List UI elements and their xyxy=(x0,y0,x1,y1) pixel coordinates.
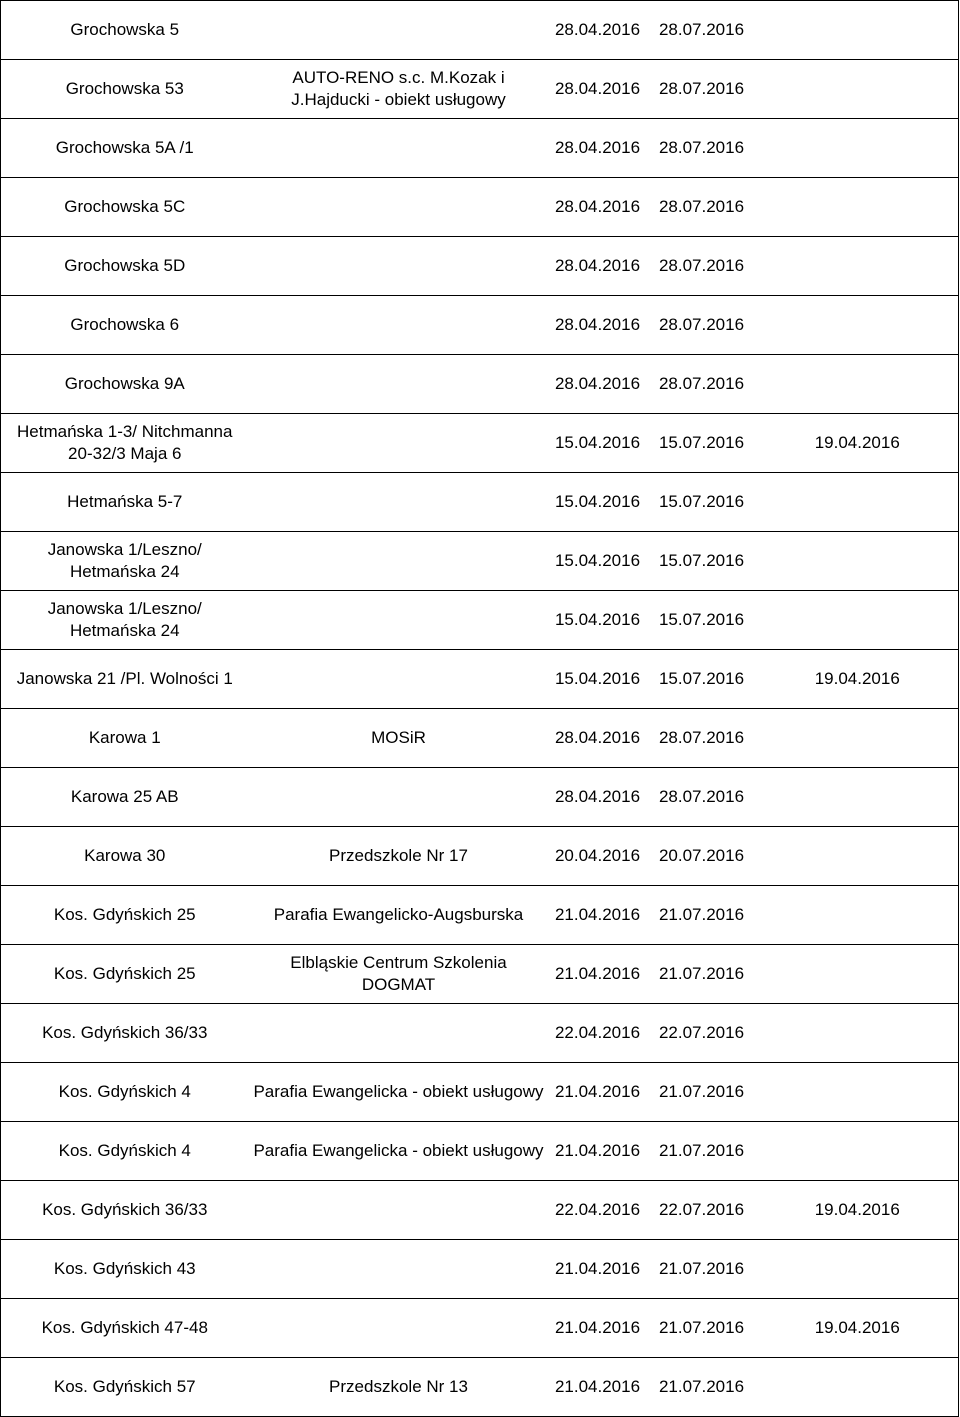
table-row xyxy=(1,1358,959,1417)
date-start-cell: 15.04.2016 xyxy=(549,650,647,709)
date-end-cell: 28.07.2016 xyxy=(647,768,757,827)
date-start-cell: 21.04.2016 xyxy=(549,1358,647,1417)
date-extra-cell: 19.04.2016 xyxy=(757,1181,959,1240)
table-row xyxy=(1,1,959,60)
description-cell xyxy=(249,1004,549,1063)
date-extra-cell xyxy=(757,709,959,768)
table-body xyxy=(1,1,959,1417)
address-cell: Karowa 25 AB xyxy=(1,768,249,827)
description-cell xyxy=(249,414,549,473)
address-cell: Kos. Gdyńskich 25 xyxy=(1,945,249,1004)
date-end-cell: 15.07.2016 xyxy=(647,473,757,532)
table-row xyxy=(1,119,959,178)
table-row xyxy=(1,768,959,827)
date-end-cell: 15.07.2016 xyxy=(647,650,757,709)
date-start-cell: 28.04.2016 xyxy=(549,296,647,355)
table-row xyxy=(1,827,959,886)
address-cell: Karowa 30 xyxy=(1,827,249,886)
date-extra-cell xyxy=(757,768,959,827)
date-extra-cell xyxy=(757,1063,959,1122)
date-start-cell: 28.04.2016 xyxy=(549,178,647,237)
date-end-cell: 28.07.2016 xyxy=(647,60,757,119)
table-row xyxy=(1,1299,959,1358)
date-extra-cell: 19.04.2016 xyxy=(757,1299,959,1358)
table-row xyxy=(1,237,959,296)
table-row xyxy=(1,1122,959,1181)
description-cell: AUTO-RENO s.c. M.Kozak i J.Hajducki - obiekt usługowy xyxy=(249,60,549,119)
date-end-cell: 21.07.2016 xyxy=(647,886,757,945)
description-cell xyxy=(249,119,549,178)
address-cell: Grochowska 5A /1 xyxy=(1,119,249,178)
date-extra-cell xyxy=(757,886,959,945)
table-row xyxy=(1,60,959,119)
table-row xyxy=(1,1063,959,1122)
address-cell: Kos. Gdyńskich 57 xyxy=(1,1358,249,1417)
description-cell xyxy=(249,768,549,827)
description-cell: Przedszkole Nr 17 xyxy=(249,827,549,886)
table-row xyxy=(1,1240,959,1299)
date-end-cell: 22.07.2016 xyxy=(647,1181,757,1240)
date-extra-cell xyxy=(757,178,959,237)
address-cell: Grochowska 9A xyxy=(1,355,249,414)
date-start-cell: 28.04.2016 xyxy=(549,237,647,296)
table-row xyxy=(1,591,959,650)
date-end-cell: 15.07.2016 xyxy=(647,414,757,473)
date-extra-cell: 19.04.2016 xyxy=(757,414,959,473)
date-extra-cell xyxy=(757,945,959,1004)
date-extra-cell xyxy=(757,591,959,650)
description-cell: Elbląskie Centrum Szkolenia DOGMAT xyxy=(249,945,549,1004)
date-extra-cell xyxy=(757,1122,959,1181)
description-cell xyxy=(249,178,549,237)
date-start-cell: 22.04.2016 xyxy=(549,1004,647,1063)
date-end-cell: 28.07.2016 xyxy=(647,119,757,178)
date-start-cell: 28.04.2016 xyxy=(549,709,647,768)
description-cell xyxy=(249,650,549,709)
address-cell: Kos. Gdyńskich 4 xyxy=(1,1122,249,1181)
address-cell: Grochowska 5D xyxy=(1,237,249,296)
date-start-cell: 21.04.2016 xyxy=(549,1240,647,1299)
date-end-cell: 28.07.2016 xyxy=(647,355,757,414)
address-cell: Grochowska 5C xyxy=(1,178,249,237)
address-cell: Grochowska 6 xyxy=(1,296,249,355)
address-cell: Janowska 1/Leszno/ Hetmańska 24 xyxy=(1,591,249,650)
description-cell xyxy=(249,591,549,650)
description-cell xyxy=(249,1181,549,1240)
description-cell: Parafia Ewangelicko-Augsburska xyxy=(249,886,549,945)
date-end-cell: 28.07.2016 xyxy=(647,1,757,60)
date-end-cell: 21.07.2016 xyxy=(647,945,757,1004)
date-start-cell: 28.04.2016 xyxy=(549,119,647,178)
date-end-cell: 28.07.2016 xyxy=(647,296,757,355)
description-cell xyxy=(249,532,549,591)
date-end-cell: 28.07.2016 xyxy=(647,709,757,768)
date-end-cell: 21.07.2016 xyxy=(647,1122,757,1181)
date-extra-cell xyxy=(757,60,959,119)
date-end-cell: 21.07.2016 xyxy=(647,1240,757,1299)
table-row xyxy=(1,886,959,945)
date-extra-cell xyxy=(757,827,959,886)
date-extra-cell xyxy=(757,296,959,355)
description-cell xyxy=(249,296,549,355)
table-row xyxy=(1,473,959,532)
date-start-cell: 22.04.2016 xyxy=(549,1181,647,1240)
date-start-cell: 15.04.2016 xyxy=(549,414,647,473)
table-row xyxy=(1,355,959,414)
date-extra-cell xyxy=(757,237,959,296)
address-cell: Hetmańska 1-3/ Nitchmanna 20-32/3 Maja 6 xyxy=(1,414,249,473)
date-start-cell: 21.04.2016 xyxy=(549,1299,647,1358)
table-row xyxy=(1,414,959,473)
table-row xyxy=(1,650,959,709)
address-cell: Kos. Gdyńskich 47-48 xyxy=(1,1299,249,1358)
address-cell: Janowska 21 /Pl. Wolności 1 xyxy=(1,650,249,709)
table-row xyxy=(1,1004,959,1063)
date-extra-cell xyxy=(757,1004,959,1063)
date-start-cell: 28.04.2016 xyxy=(549,355,647,414)
description-cell xyxy=(249,473,549,532)
table-row xyxy=(1,1181,959,1240)
date-end-cell: 21.07.2016 xyxy=(647,1358,757,1417)
date-end-cell: 21.07.2016 xyxy=(647,1063,757,1122)
date-end-cell: 21.07.2016 xyxy=(647,1299,757,1358)
table-row xyxy=(1,532,959,591)
date-start-cell: 15.04.2016 xyxy=(549,591,647,650)
date-extra-cell xyxy=(757,1,959,60)
date-end-cell: 28.07.2016 xyxy=(647,237,757,296)
address-cell: Kos. Gdyńskich 43 xyxy=(1,1240,249,1299)
description-cell xyxy=(249,1299,549,1358)
date-start-cell: 28.04.2016 xyxy=(549,768,647,827)
address-cell: Grochowska 53 xyxy=(1,60,249,119)
date-start-cell: 21.04.2016 xyxy=(549,886,647,945)
date-start-cell: 21.04.2016 xyxy=(549,1122,647,1181)
address-cell: Kos. Gdyńskich 25 xyxy=(1,886,249,945)
date-start-cell: 15.04.2016 xyxy=(549,532,647,591)
address-cell: Kos. Gdyńskich 4 xyxy=(1,1063,249,1122)
date-end-cell: 22.07.2016 xyxy=(647,1004,757,1063)
table-row xyxy=(1,296,959,355)
date-end-cell: 20.07.2016 xyxy=(647,827,757,886)
date-start-cell: 28.04.2016 xyxy=(549,60,647,119)
description-cell xyxy=(249,1,549,60)
date-end-cell: 28.07.2016 xyxy=(647,178,757,237)
description-cell xyxy=(249,355,549,414)
description-cell xyxy=(249,237,549,296)
date-extra-cell xyxy=(757,119,959,178)
table-row xyxy=(1,178,959,237)
description-cell xyxy=(249,1240,549,1299)
address-cell: Grochowska 5 xyxy=(1,1,249,60)
date-start-cell: 21.04.2016 xyxy=(549,1063,647,1122)
date-end-cell: 15.07.2016 xyxy=(647,532,757,591)
address-cell: Kos. Gdyńskich 36/33 xyxy=(1,1004,249,1063)
table-row xyxy=(1,945,959,1004)
date-extra-cell: 19.04.2016 xyxy=(757,650,959,709)
description-cell: MOSiR xyxy=(249,709,549,768)
table-row xyxy=(1,709,959,768)
address-cell: Kos. Gdyńskich 36/33 xyxy=(1,1181,249,1240)
description-cell: Przedszkole Nr 13 xyxy=(249,1358,549,1417)
address-cell: Janowska 1/Leszno/ Hetmańska 24 xyxy=(1,532,249,591)
date-extra-cell xyxy=(757,1240,959,1299)
description-cell: Parafia Ewangelicka - obiekt usługowy xyxy=(249,1122,549,1181)
date-start-cell: 21.04.2016 xyxy=(549,945,647,1004)
address-cell: Hetmańska 5-7 xyxy=(1,473,249,532)
date-extra-cell xyxy=(757,1358,959,1417)
date-start-cell: 28.04.2016 xyxy=(549,1,647,60)
description-cell: Parafia Ewangelicka - obiekt usługowy xyxy=(249,1063,549,1122)
date-extra-cell xyxy=(757,532,959,591)
date-extra-cell xyxy=(757,473,959,532)
date-start-cell: 15.04.2016 xyxy=(549,473,647,532)
date-start-cell: 20.04.2016 xyxy=(549,827,647,886)
date-end-cell: 15.07.2016 xyxy=(647,591,757,650)
date-extra-cell xyxy=(757,355,959,414)
address-cell: Karowa 1 xyxy=(1,709,249,768)
